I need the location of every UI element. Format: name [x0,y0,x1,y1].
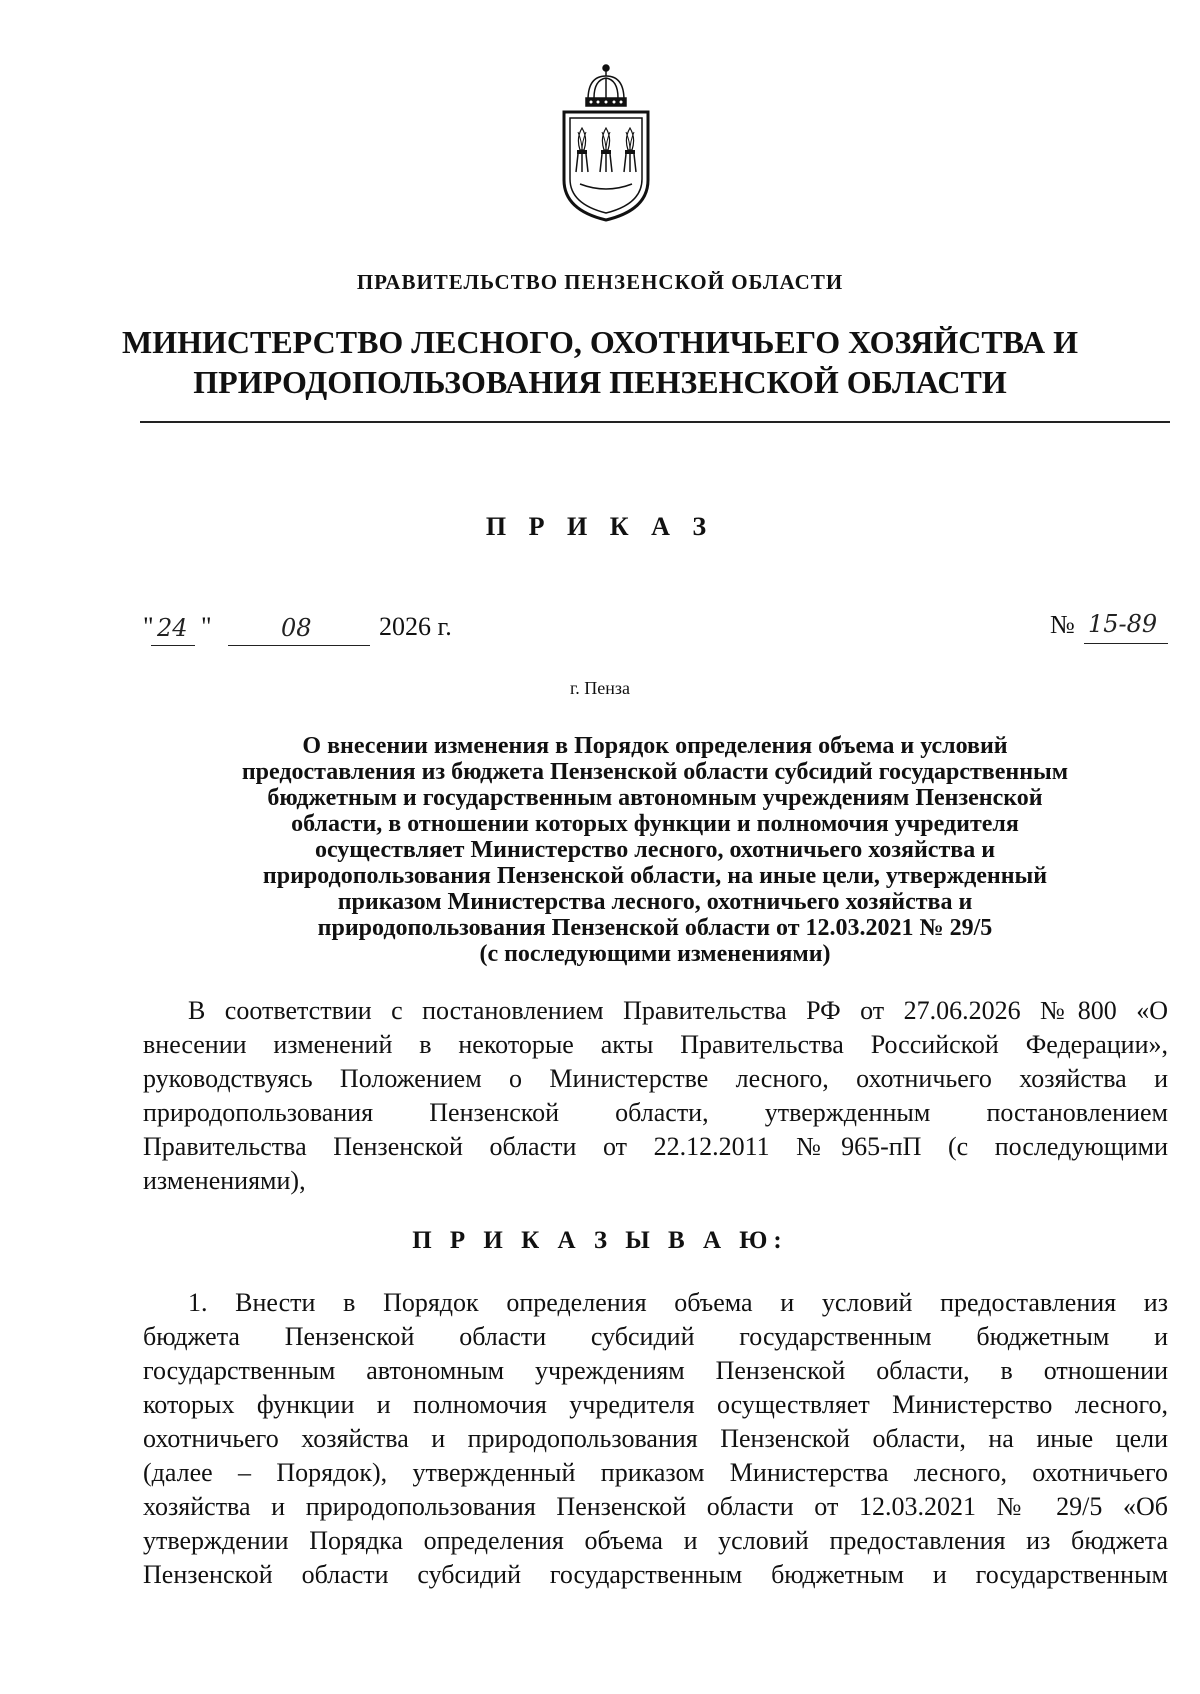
clause-line: 1. Внести в Порядок определения объема и условий предоставления из [188,1288,1168,1317]
government-name: ПРАВИТЕЛЬСТВО ПЕНЗЕНСКОЙ ОБЛАСТИ [356,270,844,294]
number-underline [1084,643,1168,644]
title-line: приказом Министерства лесного, охотничьего хозяйства и [337,889,973,915]
clause-line: бюджета Пензенской области субсидий государственным бюджетным и [143,1322,1168,1351]
quote-open: " [143,612,154,641]
preamble-line: изменениями), [143,1166,306,1195]
preamble-line: Правительства Пензенской области от 22.12.2011 №965-пП (с последующими [143,1132,1168,1161]
date-day-underline [151,645,195,646]
ministry-line: МИНИСТЕРСТВО ЛЕСНОГО, ОХОТНИЧЬЕГО ХОЗЯЙСТВА И [122,324,1078,360]
clause-line: которых функции и полномочия учредителя осуществляет Министерство лесного, [143,1390,1168,1419]
header-divider [140,421,1170,423]
title-line: осуществляет Министерство лесного, охотничьего хозяйства и [314,837,996,863]
penza-coat-of-arms-icon [558,62,654,224]
date-month-underline [228,645,370,646]
number-label: № [1050,610,1075,639]
date-year: 2026 г. [379,612,452,641]
order-number [1050,610,1170,646]
title-line: природопользования Пензенской области, на иные цели, утвержденный [262,863,1048,889]
date-day: 24 [157,614,188,642]
clause-line: государственным автономным учреждениям Пензенской области, в отношении [143,1356,1168,1385]
clause-line: охотничьего хозяйства и природопользования Пензенской области, на иные цели [143,1424,1168,1453]
preamble-line: руководствуясь Положением о Министерстве лесного, охотничьего хозяйства и [143,1064,1168,1093]
ministry-name [0,322,1200,402]
clause-line: утверждении Порядка определения объема и условий предоставления из бюджета [143,1526,1168,1555]
clause-line: (далее – Порядок), утвержденный приказом Министерства лесного, охотничьего [143,1458,1168,1487]
number-value: 15-89 [1088,610,1158,638]
order-title: П Р И К А З [485,512,715,541]
title-line: бюджетным и государственным автономным учреждениям Пензенской [267,785,1043,811]
ministry-line: ПРИРОДОПОЛЬЗОВАНИЯ ПЕНЗЕНСКОЙ ОБЛАСТИ [193,364,1007,400]
title-line: природопользования Пензенской области от 12.03.2021 № 29/5 [317,915,993,941]
preamble-line: природопользования Пензенской области, утвержденным постановлением [143,1098,1168,1127]
clause-line: хозяйства и природопользования Пензенской области от 12.03.2021 № 29/5 «Об [143,1492,1168,1521]
date-month: 08 [281,614,312,642]
preamble-line: В соответствии с постановлением Правительства РФ от 27.06.2026 №800 «О [188,996,1168,1025]
title-line: области, в отношении которых функции и полномочия учредителя [291,811,1019,837]
title-line: О внесении изменения в Порядок определения объема и условий [302,733,1008,759]
preamble-line: внесении изменений в некоторые акты Правительства Российской Федерации», [143,1030,1168,1059]
decree-heading: П Р И К А З Ы В А Ю: [412,1227,788,1254]
title-line: (с последующими изменениями) [479,941,831,967]
quote-close: " [201,612,212,641]
clause-line: Пензенской области субсидий государственным бюджетным и государственным [143,1560,1168,1589]
document-title [140,733,1170,967]
city: г. Пенза [569,678,631,698]
title-line: предоставления из бюджета Пензенской области субсидий государственным [241,759,1069,785]
